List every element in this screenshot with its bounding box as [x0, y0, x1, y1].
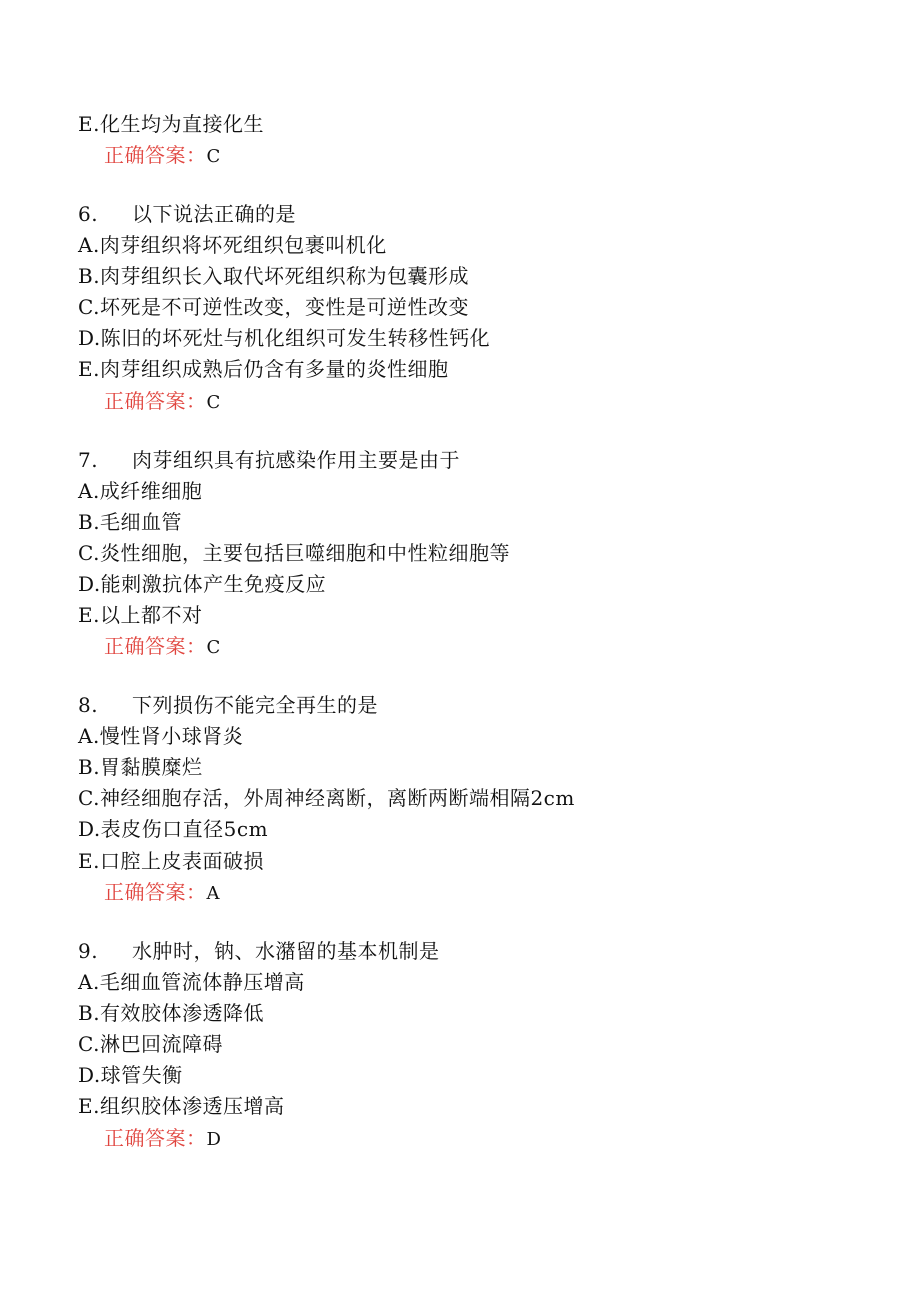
question-number: 9.: [78, 939, 99, 963]
question-number: 7.: [78, 448, 99, 472]
correct-answer: [104, 633, 221, 661]
answer-value: D: [206, 1129, 222, 1150]
correct-answer: [104, 388, 221, 416]
option-a: A.毛细血管流体静压增高: [78, 970, 305, 994]
question-8: [78, 692, 378, 718]
question-7: [78, 447, 460, 473]
option-a: A.慢性肾小球肾炎: [78, 724, 244, 748]
question-text: 肉芽组织具有抗感染作用主要是由于: [132, 448, 460, 472]
correct-answer: [104, 1125, 221, 1153]
option-d: D.球管失衡: [78, 1063, 183, 1087]
question-number: 6.: [78, 202, 99, 226]
answer-value: A: [206, 883, 220, 904]
question-number: 8.: [78, 693, 99, 717]
option-a: A.肉芽组织将坏死组织包裹叫机化: [78, 233, 387, 257]
question-text: 下列损伤不能完全再生的是: [132, 693, 378, 717]
correct-answer: [104, 879, 220, 907]
option-d: D.表皮伤口直径5cm: [78, 817, 269, 841]
option-b: B.肉芽组织长入取代坏死组织称为包囊形成: [78, 264, 470, 288]
option-d: D.陈旧的坏死灶与机化组织可发生转移性钙化: [78, 326, 491, 350]
option-c: C.坏死是不可逆性改变，变性是可逆性改变: [78, 295, 469, 319]
option-c: C.炎性细胞，主要包括巨噬细胞和中性粒细胞等: [78, 541, 510, 565]
answer-value: C: [206, 637, 221, 658]
option-b: B.毛细血管: [78, 510, 183, 534]
correct-answer: [104, 142, 221, 170]
option-e: E.口腔上皮表面破损: [78, 849, 264, 873]
answer-label: 正确答案：: [104, 880, 207, 904]
option-text: E.化生均为直接化生: [78, 112, 264, 136]
option-e: E.肉芽组织成熟后仍含有多量的炎性细胞: [78, 357, 449, 381]
option-b: B.胃黏膜糜烂: [78, 755, 203, 779]
answer-value: C: [206, 392, 221, 413]
answer-label: 正确答案：: [104, 634, 207, 658]
option-c: C.淋巴回流障碍: [78, 1032, 223, 1056]
question-text: 以下说法正确的是: [132, 202, 296, 226]
question-9: [78, 938, 440, 964]
option-b: B.有效胶体渗透降低: [78, 1001, 265, 1025]
option-c: C.神经细胞存活，外周神经离断，离断两断端相隔2cm: [78, 786, 575, 810]
option-e: E.以上都不对: [78, 603, 203, 627]
answer-label: 正确答案：: [104, 1126, 207, 1150]
option-a: A.成纤维细胞: [78, 479, 203, 503]
question-6: [78, 201, 296, 227]
answer-label: 正确答案：: [104, 389, 207, 413]
option-e: E.组织胶体渗透压增高: [78, 1094, 285, 1118]
answer-value: C: [206, 146, 221, 167]
option-d: D.能刺激抗体产生免疫反应: [78, 572, 327, 596]
question-text: 水肿时，钠、水潴留的基本机制是: [132, 939, 440, 963]
answer-label: 正确答案：: [104, 143, 207, 167]
